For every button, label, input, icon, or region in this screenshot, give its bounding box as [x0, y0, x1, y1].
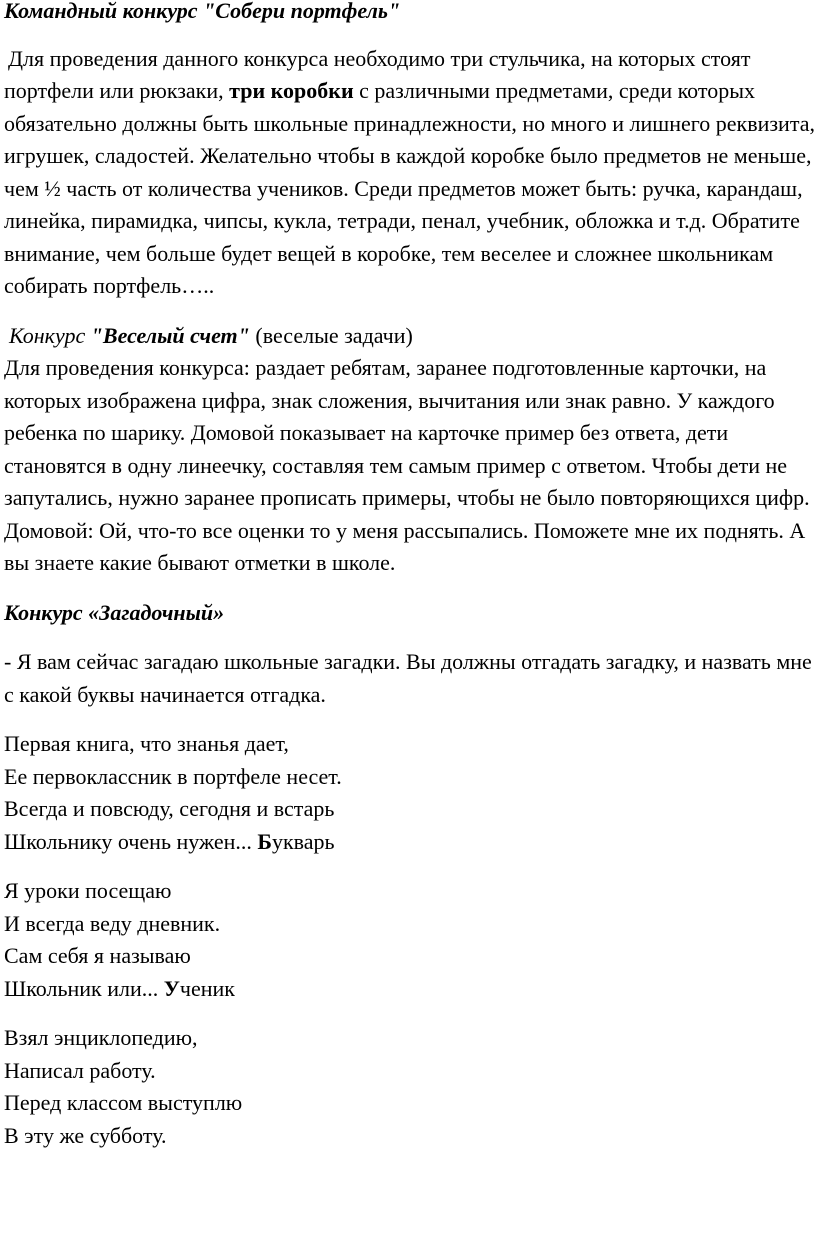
- contest1-bold-boxes: три коробки: [229, 78, 354, 103]
- riddle-1-answer-letter: Б: [257, 828, 272, 854]
- riddle-3: [4, 1022, 816, 1152]
- riddle-2-answer-rest: ченик: [179, 975, 235, 1001]
- contest2-label: Конкурс: [9, 322, 91, 348]
- riddle-1-line-2: Ее первоклассник в портфеле несет.: [4, 763, 342, 789]
- contest2-suffix: (веселые задачи): [249, 322, 413, 348]
- riddle-1-answer-rest: укварь: [271, 828, 335, 854]
- contest3-intro: - Я вам сейчас загадаю школьные загадки. Вы должны отгадать загадку, и назвать мне с какой буквы начинается отгадка.: [4, 649, 812, 707]
- riddle-2-line-4: [4, 973, 816, 1006]
- riddle-3-line-3: Перед классом выступлю: [4, 1090, 243, 1115]
- contest1-text-a: Для проведения данного конкурса необходимо три стульчика, на которых стоят портфели или рюкзаки,: [4, 45, 751, 103]
- riddle-2-line-3: Сам себя я называю: [4, 943, 191, 968]
- riddle-1-line-4: [4, 826, 816, 859]
- contest1-text-b: с различными предметами, среди которых обязательно должны быть школьные принадлежности, но много и лишнего реквизита, игрушек, сладостей. Желательно чтобы в каждой коробке было предметов не меньше, чем ½ часть от количества учеников. Среди предметов может быть: ручка, карандаш, линейка, пирамидка, чипсы, кукла, тетради, пенал, учебник, обложка и т.д. Обратите внимание, чем больше будет вещей в коробке, тем веселее и сложнее школьникам собирать портфель…..: [4, 78, 815, 298]
- riddle-1-line-1: Первая книга, что знанья дает,: [4, 731, 289, 756]
- contest1-title: Командный конкурс "Собери портфель": [4, 0, 401, 23]
- riddle-2-line-4-text: Школьник или...: [4, 975, 164, 1001]
- contest2-heading: [4, 320, 816, 353]
- riddle-2-line-1: Я уроки посещаю: [4, 878, 172, 903]
- contest2-paragraph: Для проведения конкурса: раздает ребятам, заранее подготовленные карточки, на которых изображена цифра, знак сложения, вычитания или знак равно. У каждого ребенка по шарику. Домовой показывает на карточке пример без ответа, дети становятся в одну линеечку, составляя тем самым пример с ответом. Чтобы дети не запутались, нужно заранее прописать примеры, чтобы не было повторяющихся цифр.: [4, 355, 810, 510]
- riddle-1-line-4-text: Школьнику очень нужен...: [4, 828, 258, 854]
- riddle-1-line-3: Всегда и повсюду, сегодня и встарь: [4, 796, 335, 821]
- contest3-title: Конкурс «Загадочный»: [4, 599, 225, 625]
- riddle-3-line-4: В эту же субботу.: [4, 1122, 167, 1148]
- riddle-3-line-2: Написал работу.: [4, 1057, 156, 1083]
- riddle-2-line-2: И всегда веду дневник.: [4, 910, 221, 936]
- contest2-name: "Веселый счет": [90, 322, 250, 348]
- riddle-3-line-1: Взял энциклопедию,: [4, 1025, 198, 1050]
- contest2-domovoy-line: Домовой: Ой, что-то все оценки то у меня рассыпались. Поможете мне их поднять. А вы знаете какие бывают отметки в школе.: [4, 517, 806, 575]
- riddle-2-answer-letter: У: [163, 975, 180, 1001]
- riddle-1: [4, 728, 816, 858]
- contest1-paragraph: [4, 43, 816, 303]
- riddle-2: [4, 875, 816, 1005]
